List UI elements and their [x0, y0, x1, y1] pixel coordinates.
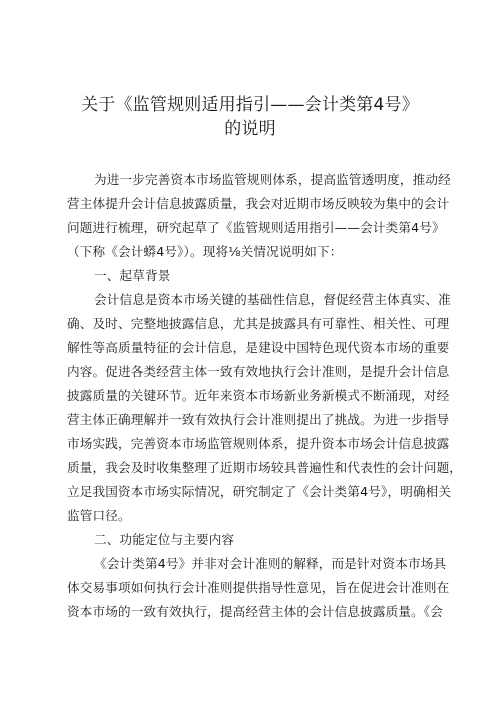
document-title-line-1: 关于《监管规则适用指引——会计类第4号》: [81, 95, 419, 115]
paragraph-line: 营主体提升会计信息披露质量，我会对近期市场反映较为集中的会计: [67, 196, 450, 211]
paragraph-line: 质量，我会及时收集整理了近期市场较具普遍性和代表性的会计问题，: [67, 460, 463, 475]
paragraph-line: 为进一步完善资本市场监管规则体系，提高监管透明度，推动经: [94, 172, 451, 187]
paragraph-line: 解性等高质量特征的会计信息，是建设中国特色现代资本市场的重要: [67, 340, 450, 355]
paragraph-line: 内容。促进各类经营主体一致有效地执行会计准则，是提升会计信息: [67, 364, 450, 379]
paragraph-line: 资本市场的一致有效执行，提高经营主体的会计信息披露质量。《会: [67, 604, 444, 619]
section-heading-function: 二、功能定位与主要内容: [94, 532, 235, 547]
section-heading-background: 一、起草背景: [94, 268, 171, 283]
paragraph-line: 《会计类第4号》并非对会计准则的解释，而是针对资本市场具: [94, 556, 447, 571]
paragraph-line: 会计信息是资本市场关键的基础性信息，督促经营主体真实、准: [94, 292, 451, 307]
paragraph-line: 监管口径。: [67, 508, 131, 523]
paragraph-line: 问题进行梳理，研究起草了《监管规则适用指引——会计类第4号》: [67, 220, 445, 235]
paragraph-line: 立足我国资本市场实际情况，研究制定了《会计类第4号》，明确相关: [67, 484, 452, 499]
paragraph-line: 市场实践，完善资本市场监管规则体系，提升资本市场会计信息披露: [67, 436, 450, 451]
paragraph-line: （下称《会计蟒4号》）。现将⅛关情况说明如下：: [67, 244, 343, 259]
document-title-line-2: 的说明: [224, 119, 276, 139]
paragraph-line: 确、及时、完整地披露信息，尤其是披露具有可靠性、相关性、可理: [67, 316, 450, 331]
paragraph-line: 披露质量的关键环节。近年来资本市场新业务新模式不断涌现，对经: [67, 388, 450, 403]
paragraph-line: 体交易事项如何执行会计准则提供指导性意见，旨在促进会计准则在: [67, 580, 450, 595]
paragraph-line: 营主体正确理解并一致有效执行会计准则提出了挑战。为进一步指导: [67, 412, 450, 427]
